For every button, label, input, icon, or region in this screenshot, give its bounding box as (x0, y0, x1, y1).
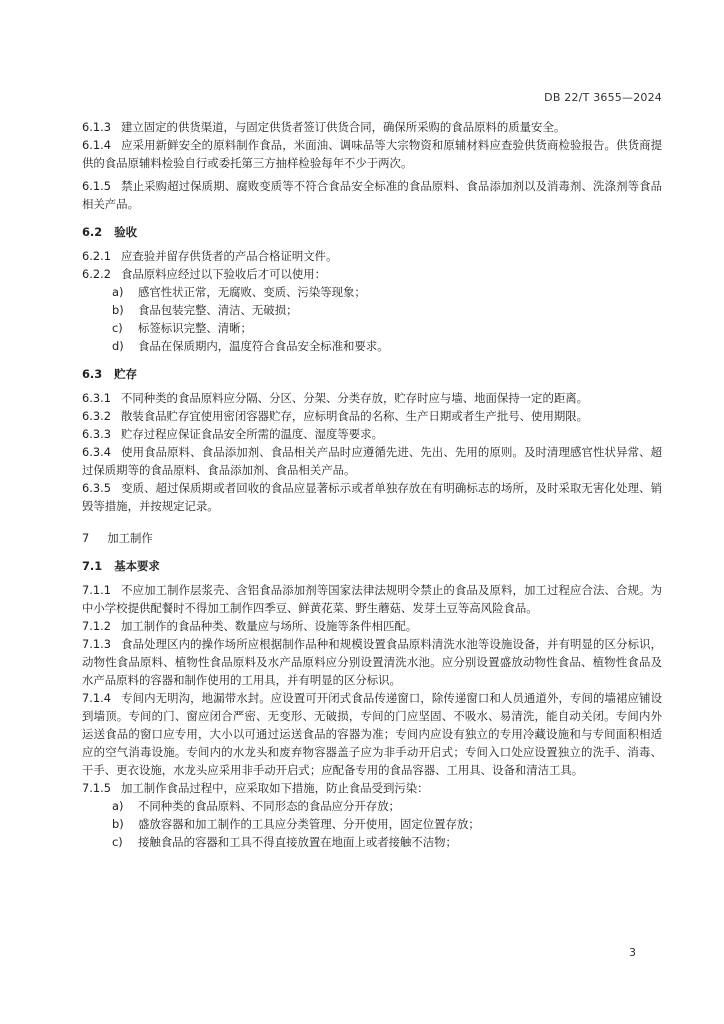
clause-number: 6.1.4 (82, 138, 111, 152)
clause-6-1-3 (82, 118, 662, 136)
clause-text: 贮存过程应保证食品安全所需的温度、湿度等要求。 (120, 427, 383, 441)
clause-text: 变质、超过保质期或者回收的食品应显著标示或者单独存放在有明确标志的场所，及时采取无害化处理、销毁等措施，并按规定记录。 (82, 481, 662, 513)
clause-6-2-1 (82, 247, 662, 265)
clause-number: 6.2.1 (82, 249, 111, 263)
list-item-text: 感官性状正常，无腐败、变质、污染等现象； (138, 285, 366, 299)
clause-text: 应查验并留存供货者的产品合格证明文件。 (120, 249, 338, 263)
section-number: 6.2 (82, 225, 103, 239)
list-item (82, 815, 662, 833)
doc-code-header: DB 22/T 3655—2024 (544, 91, 662, 104)
clause-text: 建立固定的供货渠道，与固定供货者签订供货合同，确保所采购的食品原料的质量安全。 (120, 120, 566, 134)
section-heading-6-2 (82, 223, 662, 241)
clause-7-1-2 (82, 617, 662, 635)
clause-number: 6.1.3 (82, 120, 111, 134)
list-item-text: 不同种类的食品原料、不同形态的食品应分开存放； (138, 799, 400, 813)
clause-text: 专间内无明沟，地漏带水封。应设置可开闭式食品传递窗口，除传递窗口和人员通道外，专间的墙裙应铺设到墙顶。专间的门、窗应闭合严密、无变形、无破损，专间的门应坚固、不吸水、易清洗，能自动关闭。专间内外运送食品的窗口应专用，大小以可通过运送食品的容器为准；专间内应设有独立的专用冷藏设施和与专间面积相适应的空气消毒设施。专间内的水龙头和废弃物容器盖子应为非手动开启式；专间入口处应设置独立的洗手、消毒、干手、更衣设施，水龙头应采用非手动开启式；应配备专用的食品容器、工用具、设备和清洁工具。 (82, 691, 662, 777)
clause-number: 6.3.4 (82, 445, 111, 459)
clause-text: 不应加工制作层浆壳、含铝食品添加剂等国家法律法规明令禁止的食品及原料，加工过程应合法、合规。为中小学校提供配餐时不得加工制作四季豆、鲜黄花菜、野生蘑菇、发芽土豆等高风险食品。 (82, 583, 662, 615)
list-item-text: 标签标识完整、清晰； (138, 321, 252, 335)
section-heading-7-1 (82, 557, 662, 575)
clause-7-1-3 (82, 635, 662, 689)
list-marker: b) (112, 817, 124, 831)
section-title: 验收 (114, 225, 137, 239)
list-item (82, 797, 662, 815)
section-heading-6-3 (82, 365, 662, 383)
clause-text: 散装食品贮存宜使用密闭容器贮存，应标明食品的名称、生产日期或者生产批号、使用期限。 (120, 409, 589, 423)
section-number: 7.1 (82, 559, 103, 573)
list-marker: d) (112, 339, 124, 353)
clause-number: 6.2.2 (82, 267, 111, 281)
clause-text: 加工制作食品过程中，应采取如下措施，防止食品受到污染： (120, 781, 429, 795)
clause-6-3-3 (82, 425, 662, 443)
list-item-text: 食品在保质期内，温度符合食品安全标准和要求。 (138, 339, 389, 353)
list-item (82, 833, 662, 851)
clause-number: 7.1.2 (82, 619, 111, 633)
clause-text: 食品原料应经过以下验收后才可以使用： (120, 267, 327, 281)
list-item (82, 319, 662, 337)
clause-number: 6.1.5 (82, 179, 111, 193)
clause-6-3-2 (82, 407, 662, 425)
clause-6-3-4 (82, 443, 662, 479)
page-number: 3 (629, 946, 636, 959)
list-marker: a) (112, 799, 124, 813)
clause-6-1-5 (82, 177, 662, 213)
clause-text: 应采用新鲜安全的原料制作食品，米面油、调味品等大宗物资和原辅材料应查验供货商检验报告。供货商提供的食品原辅料检验自行或委托第三方抽样检验每年不少于两次。 (82, 138, 662, 170)
clause-text: 加工制作的食品种类、数量应与场所、设施等条件相匹配。 (120, 619, 418, 633)
clause-number: 6.3.3 (82, 427, 111, 441)
clause-7-1-4 (82, 689, 662, 779)
list-marker: a) (112, 285, 124, 299)
list-item-text: 食品包装完整、清洁、无破损； (138, 303, 298, 317)
list-item-text: 盛放容器和加工制作的工具应分类管理、分开使用，固定位置存放； (138, 817, 480, 831)
clause-number: 6.3.2 (82, 409, 111, 423)
section-heading-7 (82, 529, 662, 547)
clause-text: 食品处理区内的操作场所应根据制作品种和规模设置食品原料清洗水池等设施设备，并有明显的区分标识，动物性食品原料、植物性食品原料及水产品原料应分别设置清洗水池。应分别设置盛放动物性食品、植物性食品及水产品原料的容器和制作使用的工用具，并有明显的区分标识。 (82, 637, 662, 687)
clause-number: 7.1.3 (82, 637, 111, 651)
clause-6-3-1 (82, 389, 662, 407)
list-marker: b) (112, 303, 124, 317)
list-marker: c) (112, 321, 123, 335)
clause-6-1-4 (82, 136, 662, 172)
clause-number: 6.3.1 (82, 391, 111, 405)
clause-number: 6.3.5 (82, 481, 111, 495)
clause-7-1-5 (82, 779, 662, 797)
clause-number: 7.1.1 (82, 583, 111, 597)
section-number: 6.3 (82, 367, 103, 381)
document-body (82, 118, 662, 851)
section-number: 7 (82, 531, 90, 545)
section-title: 加工制作 (107, 531, 153, 545)
clause-text: 不同种类的食品原料应分隔、分区、分架、分类存放，贮存时应与墙、地面保持一定的距离。 (120, 391, 589, 405)
clause-6-3-5 (82, 479, 662, 515)
clause-number: 7.1.5 (82, 781, 111, 795)
section-title: 基本要求 (114, 559, 160, 573)
list-item (82, 337, 662, 355)
clause-text: 使用食品原料、食品添加剂、食品相关产品时应遵循先进、先出、先用的原则。及时清理感官性状异常、超过保质期等的食品原料、食品添加剂、食品相关产品。 (82, 445, 662, 477)
list-marker: c) (112, 835, 123, 849)
list-item (82, 283, 662, 301)
clause-7-1-1 (82, 581, 662, 617)
list-item (82, 301, 662, 319)
clause-6-2-2 (82, 265, 662, 283)
clause-number: 7.1.4 (82, 691, 111, 705)
list-item-text: 接触食品的容器和工具不得直接放置在地面上或者接触不洁物； (138, 835, 457, 849)
section-title: 贮存 (114, 367, 137, 381)
clause-text: 禁止采购超过保质期、腐败变质等不符合食品安全标准的食品原料、食品添加剂以及消毒剂、洗涤剂等食品相关产品。 (82, 179, 662, 211)
